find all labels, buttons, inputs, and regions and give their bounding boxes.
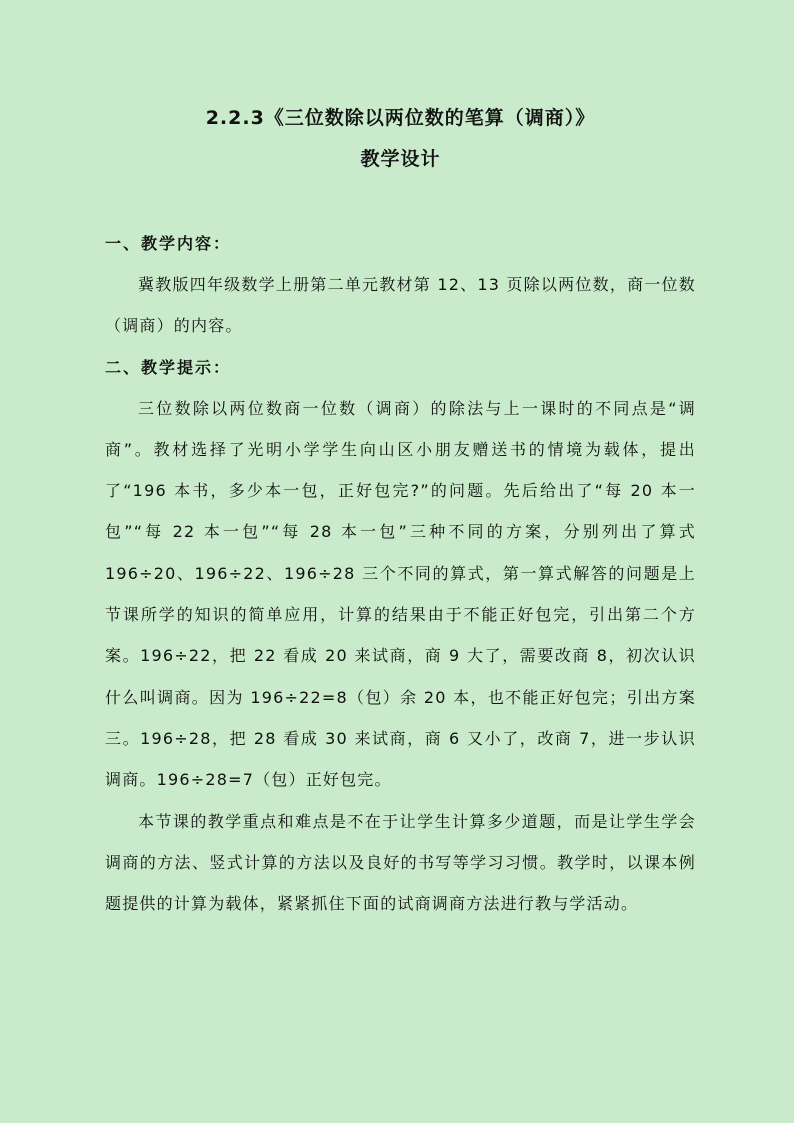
section-heading-tips: 二、教学提示：: [105, 357, 232, 377]
document-subtitle: 教学设计: [360, 148, 441, 170]
paragraph-tips-2: 本节课的教学重点和难点是不在于让学生计算多少道题，而是让学生学会调商的方法、竖式计算的方法以及良好的书写等学习习惯。教学时，以课本例题提供的计算为载体，紧紧抓住下面的试商调商方法进行教与学活动。: [105, 811, 696, 914]
section-heading-content: 一、教学内容：: [105, 234, 232, 253]
document-title: 2.2.3《三位数除以两位数的笔算（调商）》: [205, 107, 596, 129]
paragraph-tips-1: 三位数除以两位数商一位数（调商）的除法与上一课时的不同点是“调商”。教材选择了光明小学学生向山区小朋友赠送书的情境为载体，提出了“196 本书，多少本一包，正好包完?”的问题。先后给出了“每 20 本一包”“每 22 本一包”“每 28 本一包”三种不同的方案，分别列出了算式 196÷20、196÷22、196÷28 三个不同的算式，第一算式解答的问题是上节课所学的知识的简单应用，计算的结果由于不能正好包完，引出第二个方案。196÷22，把 22 看成 20 来试商，商 9 大了，需要改商 8，初次认识什么叫调商。因为 196÷22=8（包）余 20 本，也不能正好包完；引出方案三。196÷28，把 28 看成 30 来试商，商 6 又小了，改商 7，进一步认识调商。196÷28=7（包）正好包完。: [105, 398, 696, 790]
paragraph-content: 冀教版四年级数学上册第二单元教材第 12、13 页除以两位数，商一位数（调商）的内容。: [105, 275, 696, 336]
